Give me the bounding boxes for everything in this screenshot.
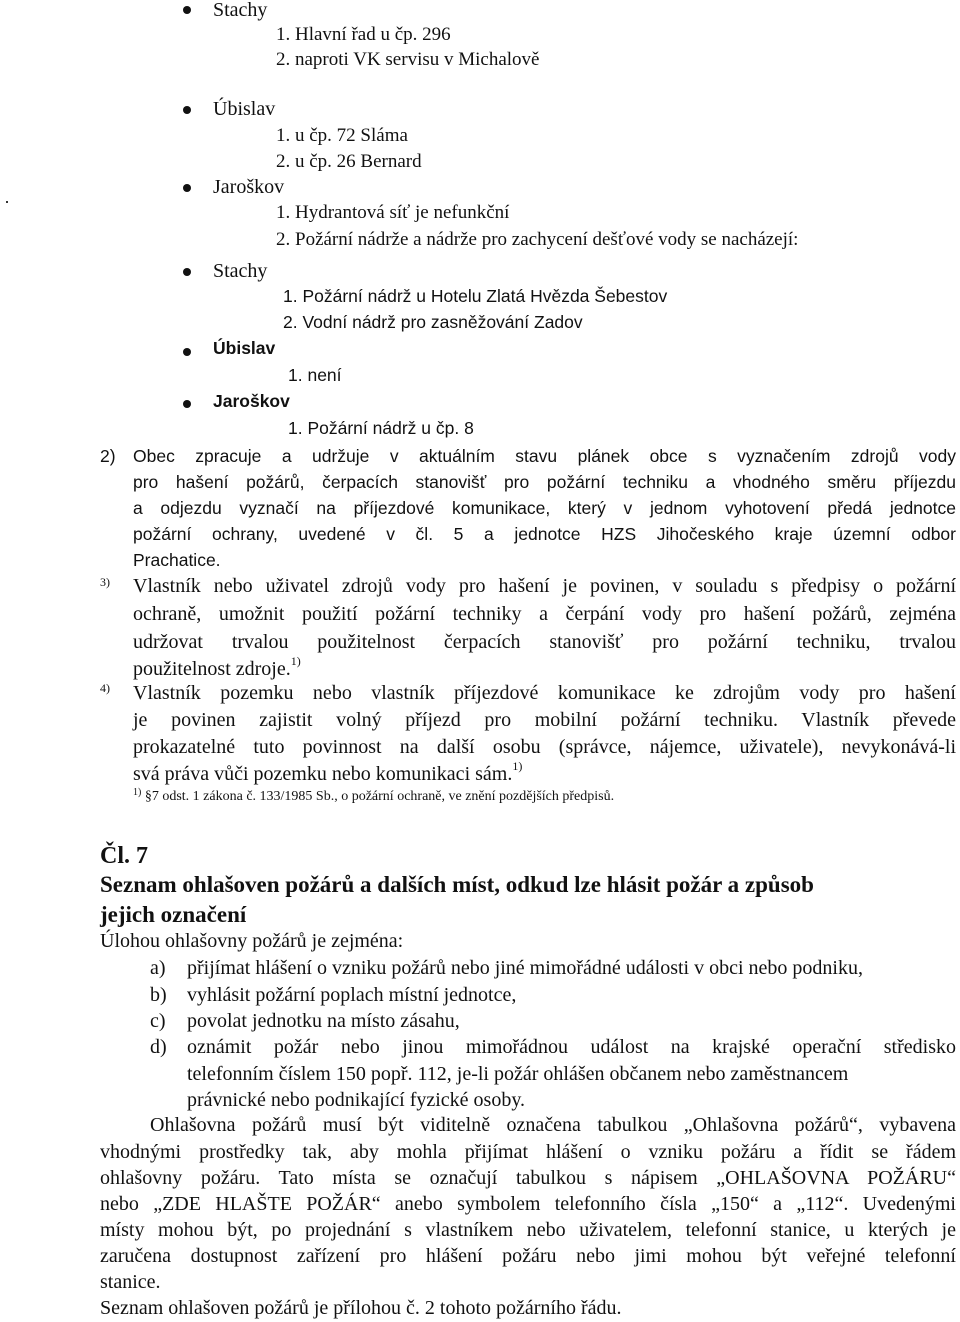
list-item: 2. Vodní nádrž pro zasněžování Zadov	[283, 312, 583, 332]
footnote-marker: 1)	[133, 787, 142, 798]
paragraph-line: je povinen zajistit volný příjezd pro mobilní požární techniku. Vlastník převede	[133, 709, 956, 731]
paragraph-line: a odjezdu vyznačí na příjezdové komunikace, který v jednom vyhotovení předá jednotce	[133, 498, 956, 518]
paragraph-line: stanice.	[100, 1271, 161, 1293]
paragraph-number: 4)	[100, 681, 110, 695]
list-bullet	[183, 6, 191, 14]
list-bullet	[183, 348, 191, 356]
list-bullet	[183, 400, 191, 408]
paragraph-line: Obec zpracuje a udržuje v aktuálním stavu plánek obce s vyznačením zdrojů vody	[133, 446, 956, 466]
list-bullet	[183, 106, 191, 114]
item-text: oznámit požár nebo jinou mimořádnou událost na krajské operační středisko	[187, 1036, 956, 1058]
paragraph-line: Vlastník pozemku nebo vlastník příjezdové komunikace ke zdrojům vody pro hašení	[133, 682, 956, 704]
list-item: 1. u čp. 72 Sláma	[276, 125, 408, 146]
closing-sentence: Seznam ohlašoven požárů je přílohou č. 2 tohoto požárního řádu.	[100, 1297, 622, 1319]
item-letter: b)	[150, 984, 167, 1006]
village-name-ubislav: Úbislav	[213, 98, 276, 120]
paragraph-text: použitelnost zdroje.	[133, 658, 291, 680]
article-intro: Úlohou ohlašovny požárů je zejména:	[100, 930, 404, 952]
paragraph-line: Prachatice.	[133, 550, 221, 570]
paragraph-line: požární ochrany, uvedené v čl. 5 a jednotce HZS Jihočeského kraje územní odbor	[133, 524, 956, 544]
paragraph-line: vhodnými prostředky tak, aby mohla přijímat hlášení o vzniku požáru a řídit se řádem	[100, 1141, 956, 1163]
paragraph-line: ochraně, umožnit použití požární techniky a čerpání vody pro hašení požárů, zejména	[133, 603, 956, 625]
item-letter: a)	[150, 957, 166, 979]
item-text: přijímat hlášení o vzniku požárů nebo jiné mimořádné události v obci nebo podniku,	[187, 957, 863, 979]
paragraph-line: ohlašovny požáru. Tato místa se označují tabulkou s nápisem „OHLAŠOVNA POŽÁRU“	[100, 1167, 956, 1189]
list-item: 1. Hlavní řad u čp. 296	[276, 24, 451, 45]
list-item: 1. není	[288, 365, 342, 385]
list-item: 1. Hydrantová síť je nefunkční	[276, 202, 510, 223]
list-item: 2. naproti VK servisu v Michalově	[276, 49, 540, 70]
footnote	[133, 787, 615, 804]
paragraph-line: nebo „ZDE HLAŠTE POŽÁR“ anebo symbolem telefonního čísla „150“ a „112“. Uvedenými	[100, 1193, 956, 1215]
item-letter: c)	[150, 1010, 166, 1032]
scan-speck	[6, 201, 8, 203]
paragraph-line: udržovat trvalou použitelnost čerpacích stanovišť pro požární techniku, trvalou	[133, 631, 956, 653]
item-text: telefonním číslem 150 popř. 112, je-li požár ohlášen občanem nebo zaměstnancem	[187, 1063, 849, 1085]
paragraph-line: Vlastník nebo uživatel zdrojů vody pro hašení je povinen, v souladu s předpisy o požární	[133, 575, 956, 597]
article-title: jejich označení	[100, 902, 247, 927]
paragraph-number: 3)	[100, 575, 110, 589]
village-name-jaroskov: Jaroškov	[213, 176, 285, 198]
paragraph-line	[133, 654, 301, 680]
article-number: Čl. 7	[100, 843, 148, 869]
paragraph-line: zaručena dostupnost zařízení pro hlášení požáru nebo jimi mohou být veřejné telefonní	[100, 1245, 956, 1267]
paragraph-number: 2)	[100, 446, 116, 466]
list-item: 2. u čp. 26 Bernard	[276, 151, 422, 172]
list-bullet	[183, 184, 191, 192]
village-name-stachy: Stachy	[213, 260, 268, 282]
paragraph-line	[133, 759, 523, 785]
list-item: 2. Požární nádrže a nádrže pro zachycení dešťové vody se nacházejí:	[276, 229, 799, 250]
village-name-jaroskov: Jaroškov	[213, 391, 290, 411]
list-bullet	[183, 268, 191, 276]
village-name-stachy: Stachy	[213, 0, 268, 21]
list-item: 1. Požární nádrž u čp. 8	[288, 418, 474, 438]
item-letter: d)	[150, 1036, 167, 1058]
item-text: vyhlásit požární poplach místní jednotce,	[187, 984, 517, 1006]
paragraph-line: místy mohou být, po projednání s vlastníkem nebo uživatelem, telefonní stanice, u kterých je	[100, 1219, 956, 1241]
article-title: Seznam ohlašoven požárů a dalších míst, odkud lze hlásit požár a způsob	[100, 872, 814, 897]
village-name-ubislav: Úbislav	[213, 338, 276, 358]
paragraph-text: svá práva vůči pozemku nebo komunikaci sám.	[133, 763, 513, 785]
paragraph-line: prokazatelné tuto povinnost na další osobu (správce, nájemce, uživatele), nevykonává-li	[133, 736, 956, 758]
list-item: 1. Požární nádrž u Hotelu Zlatá Hvězda Šebestov	[283, 286, 668, 306]
item-text: právnické nebo podnikající fyzické osoby.	[187, 1089, 526, 1111]
footnote-ref: 1)	[290, 654, 301, 668]
paragraph-line: Ohlašovna požárů musí být viditelně označena tabulkou „Ohlašovna požárů“, vybavena	[150, 1114, 956, 1136]
paragraph-line: pro hašení požárů, čerpacích stanovišť pro požární techniku a vhodného směru příjezdu	[133, 472, 956, 492]
footnote-ref: 1)	[512, 759, 523, 773]
footnote-text: §7 odst. 1 zákona č. 133/1985 Sb., o požární ochraně, ve znění pozdějších předpisů.	[144, 789, 615, 804]
item-text: povolat jednotku na místo zásahu,	[187, 1010, 460, 1032]
